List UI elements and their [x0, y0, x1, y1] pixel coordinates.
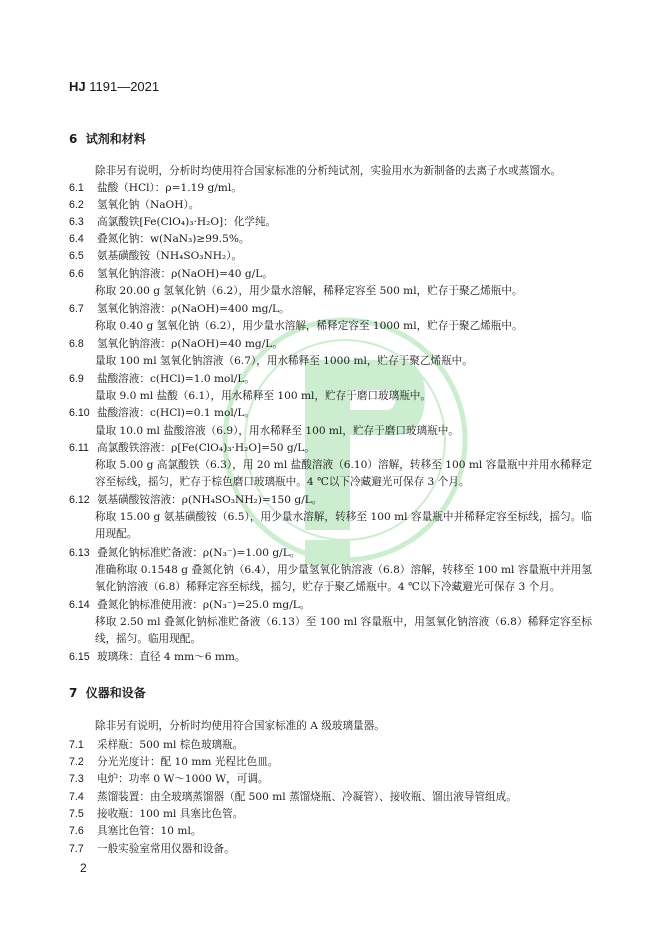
- list-item: [69, 597, 310, 613]
- list-item: [69, 248, 242, 264]
- list-item: [69, 823, 201, 839]
- item-number: 6.2: [69, 199, 84, 211]
- list-item: [69, 371, 255, 387]
- item-number: 7.3: [69, 773, 84, 785]
- item-number: 7.1: [69, 739, 84, 751]
- list-item: [69, 771, 269, 787]
- list-item: [69, 214, 276, 230]
- item-number: 7.6: [69, 825, 84, 837]
- item-body: 称取 0.40 g 氢氧化钠（6.2），用少量水溶解，稀释定容至 1000 ml，贮存于聚乙烯瓶中。: [95, 320, 523, 332]
- item-text: 玻璃珠：直径 4 mm～6 mm。: [97, 651, 246, 663]
- list-item: [69, 180, 242, 196]
- item-body: 称取 15.00 g 氨基磺酸铵（6.5），用少量水溶解，转移至 100 ml 容量瓶中并稀释定容至标线，摇匀。临用现配。: [95, 511, 592, 540]
- item-number: 6.14: [69, 599, 90, 611]
- list-item: [69, 841, 235, 857]
- item-number: 6.11: [69, 442, 89, 454]
- list-item: [69, 440, 315, 456]
- list-item: [69, 789, 517, 805]
- document-header: [69, 79, 159, 94]
- item-text: 电炉：功率 0 W～1000 W，可调。: [97, 773, 269, 785]
- item-number: 6.10: [69, 407, 90, 419]
- item-text: 高氯酸铁[Fe(ClO₄)₃·H₂O]：化学纯。: [97, 216, 277, 228]
- list-item: [69, 301, 290, 317]
- item-number: 6.8: [69, 338, 84, 350]
- item-number: 6.4: [69, 233, 84, 245]
- section-7-intro: 除非另有说明，分析时均使用符合国家标准的 A 级玻璃量器。: [95, 720, 385, 732]
- item-text: 叠氮化钠标准贮备液：ρ(N₃⁻)=1.00 g/L。: [97, 547, 301, 559]
- list-item: [69, 806, 243, 822]
- list-item: [69, 266, 273, 282]
- item-body: 称取 20.00 g 氢氧化钠（6.2），用少量水溶解，稀释定容至 500 ml，贮存于聚乙烯瓶中。: [95, 285, 523, 297]
- item-text: 分光光度计：配 10 mm 光程比色皿。: [97, 756, 279, 768]
- item-text: 氨基磺酸铵（NH₄SO₃NH₂）。: [97, 250, 243, 262]
- list-item: [69, 737, 243, 753]
- item-text: 氢氧化钠（NaOH）。: [97, 199, 200, 211]
- item-number: 6.6: [69, 268, 84, 280]
- section-6-title: 6 试剂和材料: [69, 132, 146, 146]
- list-item: [69, 197, 199, 213]
- item-text: 氢氧化钠溶液：ρ(NaOH)=40 mg/L。: [97, 338, 283, 350]
- item-number: 7.4: [69, 791, 84, 803]
- item-body: 移取 2.50 ml 叠氮化钠标准贮备液（6.13）至 100 ml 容量瓶中，用氢氧化钠溶液（6.8）稀释定容至标线，摇匀。临用现配。: [95, 616, 592, 645]
- item-text: 叠氮化钠标准使用液：ρ(N₃⁻)=25.0 mg/L。: [97, 599, 311, 611]
- section-7-title: 7 仪器和设备: [69, 686, 146, 700]
- item-text: 叠氮化钠：w(NaN₃)≥99.5%。: [97, 233, 250, 245]
- item-number: 6.3: [69, 216, 84, 228]
- item-number: 6.5: [69, 250, 84, 262]
- list-item: [69, 754, 278, 770]
- standard-code: HJ: [69, 79, 86, 94]
- item-text: 接收瓶：100 ml 具塞比色管。: [97, 808, 244, 820]
- item-number: 6.13: [69, 547, 90, 559]
- item-number: 7.7: [69, 843, 84, 855]
- item-number: 6.15: [69, 651, 90, 663]
- list-item: [69, 231, 250, 247]
- item-body: 量取 10.0 ml 盐酸溶液（6.9），用水稀释至 100 ml，贮存于磨口玻璃瓶中。: [95, 425, 459, 437]
- item-body: 量取 100 ml 氢氧化钠溶液（6.7），用水稀释至 1000 ml，贮存于聚乙烯瓶中。: [95, 355, 473, 367]
- item-text: 氢氧化钠溶液：ρ(NaOH)=40 g/L。: [97, 268, 273, 280]
- item-text: 盐酸（HCl）：ρ=1.19 g/ml。: [97, 182, 242, 194]
- item-body: 称取 5.00 g 高氯酸铁（6.3），用 20 ml 盐酸溶液（6.10）溶解，转移至 100 ml 容量瓶中并用水稀释定容至标线，摇匀，贮存于棕色磨口玻璃瓶中。4 ℃以下冷藏避光可保存 3 个月。: [95, 459, 592, 488]
- item-number: 6.7: [69, 303, 84, 315]
- list-item: [69, 405, 255, 421]
- section-6-intro: 除非另有说明，分析时均使用符合国家标准的分析纯试剂，实验用水为新制备的去离子水或蒸馏水。: [95, 165, 562, 177]
- list-item: [69, 336, 283, 352]
- list-item: [69, 649, 246, 665]
- list-item: [69, 545, 300, 561]
- list-item: [69, 492, 322, 508]
- page-number: 2: [80, 861, 87, 875]
- item-body: 准确称取 0.1548 g 叠氮化钠（6.4），用少量氢氧化钠溶液（6.8）溶解，转移至 100 ml 容量瓶中并用氢氧化钠溶液（6.8）稀释定容至标线，摇匀，贮存于聚乙烯瓶中。4 ℃以下冷藏避光可保存 3 个月。: [95, 564, 592, 593]
- item-number: 7.5: [69, 808, 84, 820]
- item-number: 6.1: [69, 182, 84, 194]
- item-number: 7.2: [69, 756, 84, 768]
- item-text: 采样瓶：500 ml 棕色玻璃瓶。: [97, 739, 244, 751]
- item-text: 高氯酸铁溶液：ρ[Fe(ClO₄)₃·H₂O]=50 g/L。: [97, 442, 315, 454]
- item-text: 氨基磺酸铵溶液：ρ(NH₄SO₃NH₂)=150 g/L。: [97, 494, 323, 506]
- item-text: 盐酸溶液：c(HCl)=0.1 mol/L。: [97, 407, 256, 419]
- item-number: 6.9: [69, 373, 84, 385]
- standard-number: 1191—2021: [89, 79, 160, 94]
- item-text: 一般实验室常用仪器和设备。: [97, 843, 235, 855]
- item-body: 量取 9.0 ml 盐酸（6.1），用水稀释至 100 ml，贮存于磨口玻璃瓶中。: [95, 390, 431, 402]
- item-text: 蒸馏装置：由全玻璃蒸馏器（配 500 ml 蒸馏烧瓶、冷凝管）、接收瓶、馏出液导管组成。: [97, 791, 517, 803]
- item-text: 具塞比色管：10 ml。: [97, 825, 202, 837]
- item-text: 盐酸溶液：c(HCl)=1.0 mol/L。: [97, 373, 256, 385]
- item-text: 氢氧化钠溶液：ρ(NaOH)=400 mg/L。: [97, 303, 290, 315]
- item-number: 6.12: [69, 494, 90, 506]
